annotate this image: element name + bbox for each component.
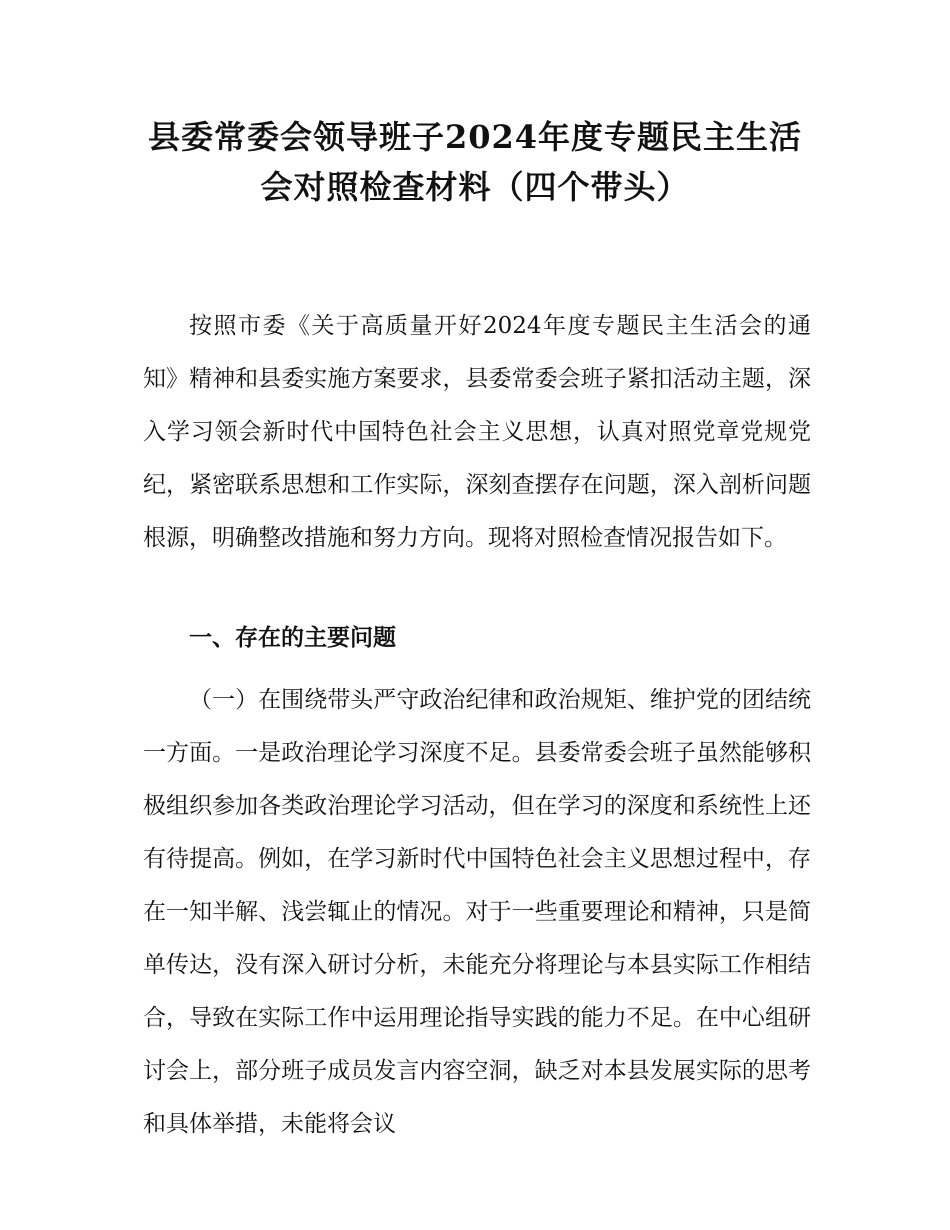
title-line-2: 会对照检查材料（四个带头） — [260, 168, 690, 206]
section-heading: 一、存在的主要问题 — [189, 625, 396, 651]
document-title — [0, 112, 950, 212]
intro-paragraph: 按照市委《关于高质量开好2024年度专题民主生活会的通知》精神和县委实施方案要求，县委常委会班子紧扣活动主题，深入学习领会新时代中国特色社会主义思想，认真对照党章党规党纪，紧密联系思想和工作实际，深刻查摆存在问题，深入剖析问题根源，明确整改措施和努力方向。现将对照检查情况报告如下。 — [143, 313, 811, 551]
title-line-1: 县委常委会领导班子2024年度专题民主生活 — [147, 118, 803, 156]
section-paragraph: （一）在围绕带头严守政治纪律和政治规矩、维护党的团结统一方面。一是政治理论学习深度不足。县委常委会班子虽然能够积极组织参加各类政治理论学习活动，但在学习的深度和系统性上还有待提高。例如，在学习新时代中国特色社会主义思想过程中，存在一知半解、浅尝辄止的情况。对于一些重要理论和精神，只是简单传达，没有深入研讨分析，未能充分将理论与本县实际工作相结合，导致在实际工作中运用理论指导实践的能力不足。在中心组研讨会上，部分班子成员发言内容空洞，缺乏对本县发展实际的思考和具体举措，未能将会议 — [143, 687, 811, 1137]
